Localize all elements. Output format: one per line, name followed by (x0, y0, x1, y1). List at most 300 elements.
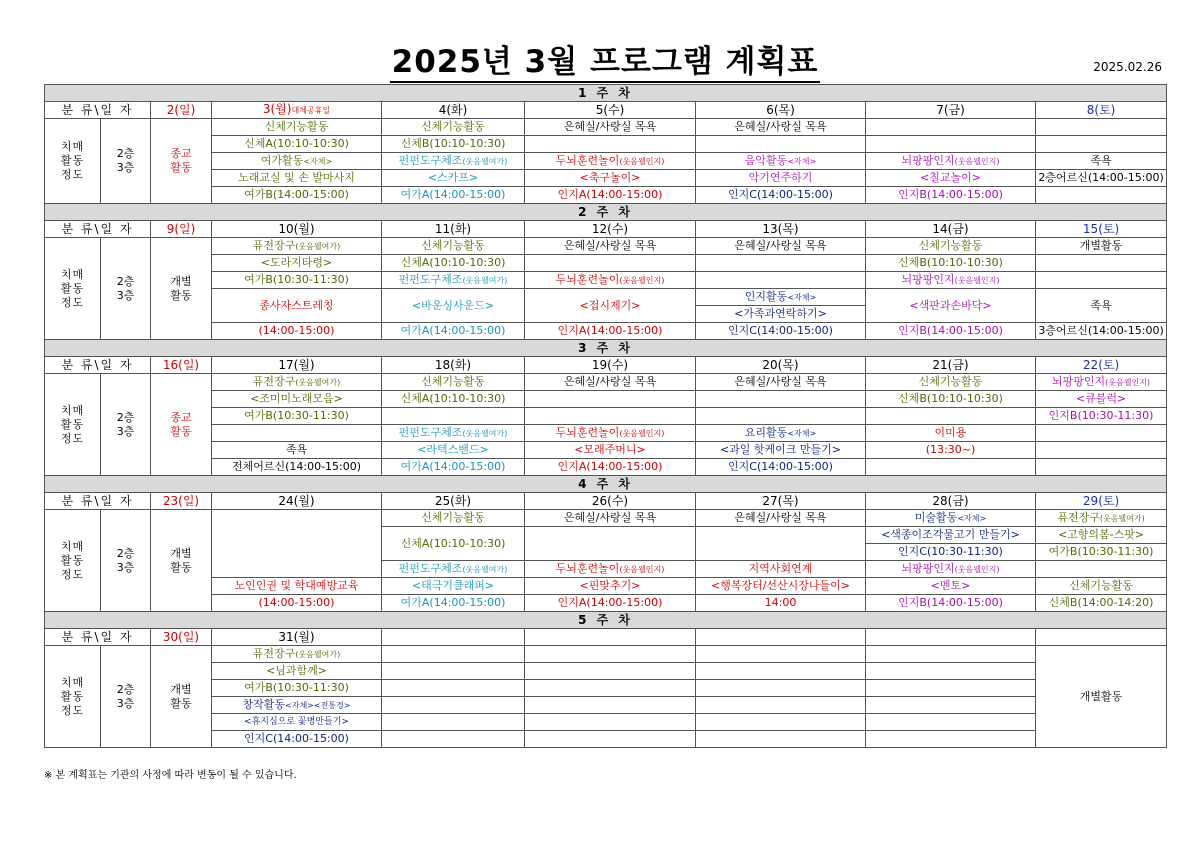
schedule-row (45, 459, 1167, 476)
activity-cell: 여가B(14:00-15:00) (212, 187, 382, 204)
sunday-activity-line: 개별 (170, 546, 192, 560)
activity-cell: 신체기능활동 (866, 238, 1036, 255)
empty-cell (212, 510, 382, 578)
activity-source: <자체> (787, 156, 817, 166)
category-date-header: 분 류\일 자 (45, 493, 151, 510)
day-sun: 2(일) (151, 102, 212, 119)
activity-name: 펀펀도구체조 (398, 272, 463, 286)
activity-name: 펀펀도구체조 (398, 153, 463, 167)
activity-cell: 족욕 (1036, 289, 1167, 323)
activity-name: 인지활동 (744, 289, 788, 303)
activity-cell (696, 289, 866, 306)
activity-source: (웃음웰인지) (619, 428, 665, 438)
document-date: 2025.02.26 (1093, 60, 1162, 74)
category-line: 정도 (60, 431, 85, 445)
day-sat: 8(토) (1036, 102, 1167, 119)
empty-cell (1036, 272, 1167, 289)
activity-cell: 인지C(10:30-11:30) (866, 544, 1036, 561)
category-cell (45, 646, 101, 748)
schedule-row (45, 697, 1167, 714)
empty-cell (1036, 459, 1167, 476)
day-wed: 26(수) (525, 493, 696, 510)
activity-cell (866, 561, 1036, 578)
empty-cell (1036, 136, 1167, 153)
activity-name: 펀펀도구체조 (398, 425, 463, 439)
activity-cell: 인지C(14:00-15:00) (212, 731, 382, 748)
floor-label: 2층 (116, 410, 135, 424)
activity-name: 창작활동 (242, 697, 286, 711)
activity-cell: 여가A(14:00-15:00) (382, 595, 525, 612)
day-mon: 17(월) (212, 357, 382, 374)
empty-cell (212, 425, 382, 442)
sunday-activity-cell (151, 238, 212, 340)
activity-cell: <과일 핫케이크 만들기> (696, 442, 866, 459)
activity-cell (696, 425, 866, 442)
day-tue: 18(화) (382, 357, 525, 374)
schedule-row (45, 238, 1167, 255)
schedule-row (45, 289, 1167, 306)
day-thu: 6(목) (696, 102, 866, 119)
activity-source: <자체> (957, 513, 987, 523)
activity-cell: 노인인권 및 학대예방교육 (212, 578, 382, 595)
activity-cell: 은혜실/사랑실 목욕 (525, 510, 696, 527)
activity-source: (웃음웰인지) (954, 564, 1000, 574)
sunday-activity-line: 활동 (170, 696, 192, 710)
empty-cell (866, 629, 1036, 646)
floor-label: 3층 (116, 696, 135, 710)
activity-cell: 신체기능활동 (382, 510, 525, 527)
empty-cell (1036, 442, 1167, 459)
empty-cell (525, 680, 696, 697)
week-label: 3 주 차 (45, 340, 1167, 357)
empty-cell (1036, 119, 1167, 136)
empty-cell (525, 527, 696, 561)
sunday-activity-line: 활동 (170, 560, 192, 574)
activity-cell (382, 153, 525, 170)
day-tue: 11(화) (382, 221, 525, 238)
schedule-row (45, 187, 1167, 204)
activity-name: 뇌팡팡인지 (901, 561, 955, 575)
activity-source: <자체> (787, 292, 817, 302)
activity-cell (696, 153, 866, 170)
activity-cell: 이미용 (866, 425, 1036, 442)
activity-source: (웃음웰인지) (619, 564, 665, 574)
empty-cell (866, 459, 1036, 476)
schedule-row (45, 391, 1167, 408)
activity-name: 두뇌훈련놀이 (555, 153, 620, 167)
floor-cell (101, 374, 151, 476)
activity-cell: <축구놀이> (525, 170, 696, 187)
activity-cell: 인지C(14:00-15:00) (696, 187, 866, 204)
schedule-row (45, 408, 1167, 425)
activity-cell: 신체A(10:10-10:30) (382, 391, 525, 408)
activity-name: 뇌팡팡인지 (901, 153, 955, 167)
activity-source: <자체> (303, 156, 333, 166)
activity-cell: <조미미노래모음> (212, 391, 382, 408)
activity-cell: <색종이조각물고기 만들기> (866, 527, 1036, 544)
activity-cell: <스카프> (382, 170, 525, 187)
schedule-row (45, 255, 1167, 272)
day-wed: 19(수) (525, 357, 696, 374)
category-line: 정도 (60, 168, 85, 181)
activity-cell (525, 272, 696, 289)
empty-cell (525, 136, 696, 153)
activity-cell: 신체B(10:10-10:30) (866, 391, 1036, 408)
empty-cell (1036, 425, 1167, 442)
day-mon-label: 3(월) (262, 102, 292, 116)
activity-cell (1036, 510, 1167, 527)
empty-cell (866, 714, 1036, 731)
empty-cell (382, 663, 525, 680)
category-line: 정도 (60, 703, 85, 717)
empty-cell (696, 272, 866, 289)
activity-cell (866, 153, 1036, 170)
program-schedule-table (44, 84, 1167, 748)
empty-cell (525, 391, 696, 408)
sunday-activity-line: 활동 (170, 161, 192, 174)
day-fri: 21(금) (866, 357, 1036, 374)
empty-cell (382, 629, 525, 646)
category-line: 치매 (60, 140, 85, 153)
empty-cell (382, 680, 525, 697)
empty-cell (696, 663, 866, 680)
schedule-row (45, 442, 1167, 459)
schedule-row (45, 425, 1167, 442)
day-sat: 15(토) (1036, 221, 1167, 238)
activity-cell: 신체A(10:10-10:30) (212, 136, 382, 153)
activity-name: 두뇌훈련놀이 (555, 272, 620, 286)
empty-cell (866, 680, 1036, 697)
week-5-date-row (45, 629, 1167, 646)
activity-cell: 종사자스트레칭 (212, 289, 382, 323)
day-sun: 23(일) (151, 493, 212, 510)
activity-cell: 3층어르신(14:00-15:00) (1036, 323, 1167, 340)
schedule-row (45, 663, 1167, 680)
category-line: 치매 (60, 675, 85, 689)
activity-cell (212, 646, 382, 663)
activity-name: 요리활동 (744, 425, 788, 439)
activity-cell: 여가A(14:00-15:00) (382, 459, 525, 476)
activity-cell (212, 374, 382, 391)
category-cell (45, 510, 101, 612)
empty-cell (525, 646, 696, 663)
activity-cell: 신체기능활동 (382, 119, 525, 136)
day-fri: 7(금) (866, 102, 1036, 119)
sunday-activity-line: 개별 (170, 274, 192, 288)
schedule-row (45, 731, 1167, 748)
empty-cell (866, 731, 1036, 748)
category-cell (45, 238, 101, 340)
floor-label: 2층 (116, 274, 135, 288)
holiday-note: 대체공휴일 (291, 106, 331, 115)
remaining-days-activity: 개별활동 (1036, 646, 1167, 748)
activity-source: <자체> (285, 700, 314, 710)
floor-cell (101, 238, 151, 340)
activity-cell: 인지A(14:00-15:00) (525, 187, 696, 204)
activity-cell: 여가B(10:30-11:30) (212, 272, 382, 289)
activity-name: 퓨전장구 (252, 646, 296, 660)
activity-cell: 은혜실/사랑실 목욕 (525, 374, 696, 391)
empty-cell (696, 731, 866, 748)
day-sat: 29(토) (1036, 493, 1167, 510)
empty-cell (525, 255, 696, 272)
activity-source: (웃음웰여가) (462, 564, 508, 574)
empty-cell (866, 136, 1036, 153)
activity-cell: 개별활동 (1036, 238, 1167, 255)
floor-cell (101, 646, 151, 748)
category-line: 치매 (60, 403, 85, 417)
day-thu: 20(목) (696, 357, 866, 374)
activity-source: (웃음웰여가) (1099, 513, 1145, 523)
activity-name: 두뇌훈련놀이 (555, 425, 620, 439)
category-cell (45, 374, 101, 476)
empty-cell (866, 119, 1036, 136)
empty-cell (525, 697, 696, 714)
floor-cell (101, 119, 151, 204)
activity-cell: <태극기클래퍼> (382, 578, 525, 595)
empty-cell (1036, 629, 1167, 646)
activity-name: 퓨전장구 (1057, 510, 1100, 524)
activity-cell: <핀맞추기> (525, 578, 696, 595)
activity-source: (웃음웰여가) (295, 241, 341, 251)
floor-label: 3층 (116, 424, 135, 438)
activity-cell: 악기연주하기 (696, 170, 866, 187)
sunday-activity-line: 종교 (170, 410, 192, 424)
activity-cell: 신체B(10:10-10:30) (866, 255, 1036, 272)
floor-label: 3층 (116, 288, 135, 302)
footnote: ※ 본 계획표는 기관의 사정에 따라 변동이 될 수 있습니다. (44, 770, 297, 781)
schedule-row (45, 595, 1167, 612)
activity-cell: 인지A(14:00-15:00) (525, 595, 696, 612)
empty-cell (696, 136, 866, 153)
sunday-activity-cell (151, 374, 212, 476)
empty-cell (382, 697, 525, 714)
day-sun: 30(일) (151, 629, 212, 646)
schedule-row (45, 119, 1167, 136)
empty-cell (382, 731, 525, 748)
category-line: 활동 (60, 553, 85, 567)
sunday-activity-cell (151, 646, 212, 748)
activity-cell: <도라지타령> (212, 255, 382, 272)
schedule-row (45, 646, 1167, 663)
activity-cell: (14:00-15:00) (212, 323, 382, 340)
activity-name: 뇌팡팡인지 (1052, 374, 1106, 388)
activity-cell: 여가B(10:30-11:30) (1036, 544, 1167, 561)
activity-cell: <님과함께> (212, 663, 382, 680)
activity-cell: 노래교실 및 손 발마사지 (212, 170, 382, 187)
activity-cell: 신체기능활동 (382, 374, 525, 391)
schedule-row (45, 714, 1167, 731)
document-title (0, 36, 1200, 81)
schedule-row (45, 578, 1167, 595)
empty-cell (382, 408, 525, 425)
day-wed: 12(수) (525, 221, 696, 238)
activity-cell: 족욕 (212, 442, 382, 459)
week-4-banner (45, 476, 1167, 493)
activity-cell: 인지B(14:00-15:00) (866, 323, 1036, 340)
activity-cell: 전체어르신(14:00-15:00) (212, 459, 382, 476)
schedule-row (45, 323, 1167, 340)
empty-cell (382, 714, 525, 731)
schedule-row (45, 510, 1167, 527)
category-line: 활동 (60, 154, 85, 167)
activity-cell: 신체A(10:10-10:30) (382, 255, 525, 272)
activity-cell: 은혜실/사랑실 목욕 (525, 238, 696, 255)
activity-source: (웃음웰인지) (954, 275, 1000, 285)
activity-cell: <큐블럭> (1036, 391, 1167, 408)
day-fri: 28(금) (866, 493, 1036, 510)
empty-cell (1036, 187, 1167, 204)
schedule-row (45, 680, 1167, 697)
activity-name: 펀펀도구체조 (398, 561, 463, 575)
activity-name: 퓨전장구 (252, 374, 296, 388)
activity-cell: 은혜실/사랑실 목욕 (525, 119, 696, 136)
floor-cell (101, 510, 151, 612)
empty-cell (525, 663, 696, 680)
activity-cell (525, 561, 696, 578)
empty-cell (696, 391, 866, 408)
sunday-activity-line: 개별 (170, 682, 192, 696)
activity-cell: 신체B(10:10-10:30) (382, 136, 525, 153)
day-fri: 14(금) (866, 221, 1036, 238)
empty-cell (696, 646, 866, 663)
activity-source: (웃음웰여가) (462, 428, 508, 438)
week-2-banner (45, 204, 1167, 221)
activity-name: 퓨전장구 (252, 238, 296, 252)
day-wed: 5(수) (525, 102, 696, 119)
activity-cell: 인지B(14:00-15:00) (866, 595, 1036, 612)
week-1-date-row (45, 102, 1167, 119)
week-label: 2 주 차 (45, 204, 1167, 221)
empty-cell (866, 697, 1036, 714)
category-line: 정도 (60, 295, 85, 309)
activity-cell: 신체기능활동 (382, 238, 525, 255)
activity-cell: <휴지심으로 꽃병만들기> (212, 714, 382, 731)
activity-name: 뇌팡팡인지 (901, 272, 955, 286)
activity-source: (웃음웰여가) (295, 649, 341, 659)
activity-cell: 14:00 (696, 595, 866, 612)
activity-cell (212, 238, 382, 255)
activity-cell: 인지B(14:00-15:00) (866, 187, 1036, 204)
day-mon: 24(월) (212, 493, 382, 510)
week-label: 5 주 차 (45, 612, 1167, 629)
empty-cell (382, 646, 525, 663)
activity-cell: 은혜실/사랑실 목욕 (696, 238, 866, 255)
week-3-date-row (45, 357, 1167, 374)
day-mon: 31(월) (212, 629, 382, 646)
activity-name: 여가활동 (260, 153, 304, 167)
floor-label: 3층 (116, 560, 135, 574)
schedule-row (45, 272, 1167, 289)
empty-cell (525, 714, 696, 731)
empty-cell (525, 408, 696, 425)
activity-cell: 신체기능활동 (1036, 578, 1167, 595)
week-label: 4 주 차 (45, 476, 1167, 493)
activity-cell: <접시제기> (525, 289, 696, 323)
activity-cell: (13:30~) (866, 442, 1036, 459)
title-text: 2025년 3월 프로그램 계획표 (390, 44, 821, 83)
sunday-activity-line: 활동 (170, 288, 192, 302)
activity-source: (웃음웰여가) (462, 156, 508, 166)
empty-cell (696, 714, 866, 731)
activity-cell: 은혜실/사랑실 목욕 (696, 374, 866, 391)
empty-cell (866, 408, 1036, 425)
sunday-activity-line: 종교 (170, 147, 192, 160)
empty-cell (866, 646, 1036, 663)
activity-name: 두뇌훈련놀이 (555, 561, 620, 575)
activity-cell: 은혜실/사랑실 목욕 (696, 510, 866, 527)
activity-cell: 인지C(14:00-15:00) (696, 323, 866, 340)
activity-cell: <바운싱사운드> (382, 289, 525, 323)
activity-cell: <모래주머니> (525, 442, 696, 459)
activity-cell: 여가A(14:00-15:00) (382, 187, 525, 204)
week-2-date-row (45, 221, 1167, 238)
activity-cell: 인지C(14:00-15:00) (696, 459, 866, 476)
sunday-activity-line: 활동 (170, 424, 192, 438)
activity-source: <자체> (787, 428, 817, 438)
activity-cell (866, 272, 1036, 289)
floor-label: 3층 (116, 161, 135, 174)
activity-cell: 족욕 (1036, 153, 1167, 170)
day-sun: 16(일) (151, 357, 212, 374)
activity-cell: 여가A(14:00-15:00) (382, 323, 525, 340)
activity-name: 음악활동 (744, 153, 788, 167)
activity-cell: 신체A(10:10-10:30) (382, 527, 525, 561)
category-line: 활동 (60, 281, 85, 295)
activity-name: 미술활동 (914, 510, 958, 524)
week-label: 1 주 차 (45, 85, 1167, 102)
floor-label: 2층 (116, 546, 135, 560)
day-mon (212, 102, 382, 119)
activity-source: (웃음웰인지) (619, 275, 665, 285)
activity-cell: 신체B(14:00-14:20) (1036, 595, 1167, 612)
activity-cell: 은혜실/사랑실 목욕 (696, 119, 866, 136)
empty-cell (696, 680, 866, 697)
activity-cell: <라텍스밴드> (382, 442, 525, 459)
activity-source: (웃음웰여가) (295, 377, 341, 387)
activity-cell: <고향의봄-스팟> (1036, 527, 1167, 544)
week-5-banner (45, 612, 1167, 629)
empty-cell (696, 255, 866, 272)
category-line: 활동 (60, 689, 85, 703)
category-line: 치매 (60, 539, 85, 553)
empty-cell (1036, 561, 1167, 578)
empty-cell (525, 731, 696, 748)
activity-source: <전통경> (313, 700, 351, 710)
activity-cell (1036, 374, 1167, 391)
sunday-activity-cell (151, 119, 212, 204)
schedule-row (45, 153, 1167, 170)
activity-cell: <색판과손바닥> (866, 289, 1036, 323)
activity-cell (382, 425, 525, 442)
empty-cell (696, 408, 866, 425)
activity-cell: 여가B(10:30-11:30) (212, 408, 382, 425)
schedule-row (45, 136, 1167, 153)
activity-cell (382, 561, 525, 578)
category-line: 치매 (60, 267, 85, 281)
activity-cell: 신체기능활동 (866, 374, 1036, 391)
activity-source: (웃음웰인지) (1105, 377, 1151, 387)
activity-cell: <행복장터/선산시장나들이> (696, 578, 866, 595)
week-3-banner (45, 340, 1167, 357)
activity-cell (212, 697, 382, 714)
activity-source: (웃음웰인지) (954, 156, 1000, 166)
activity-source: (웃음웰인지) (619, 156, 665, 166)
day-thu: 13(목) (696, 221, 866, 238)
empty-cell (866, 663, 1036, 680)
empty-cell (525, 629, 696, 646)
empty-cell (1036, 255, 1167, 272)
